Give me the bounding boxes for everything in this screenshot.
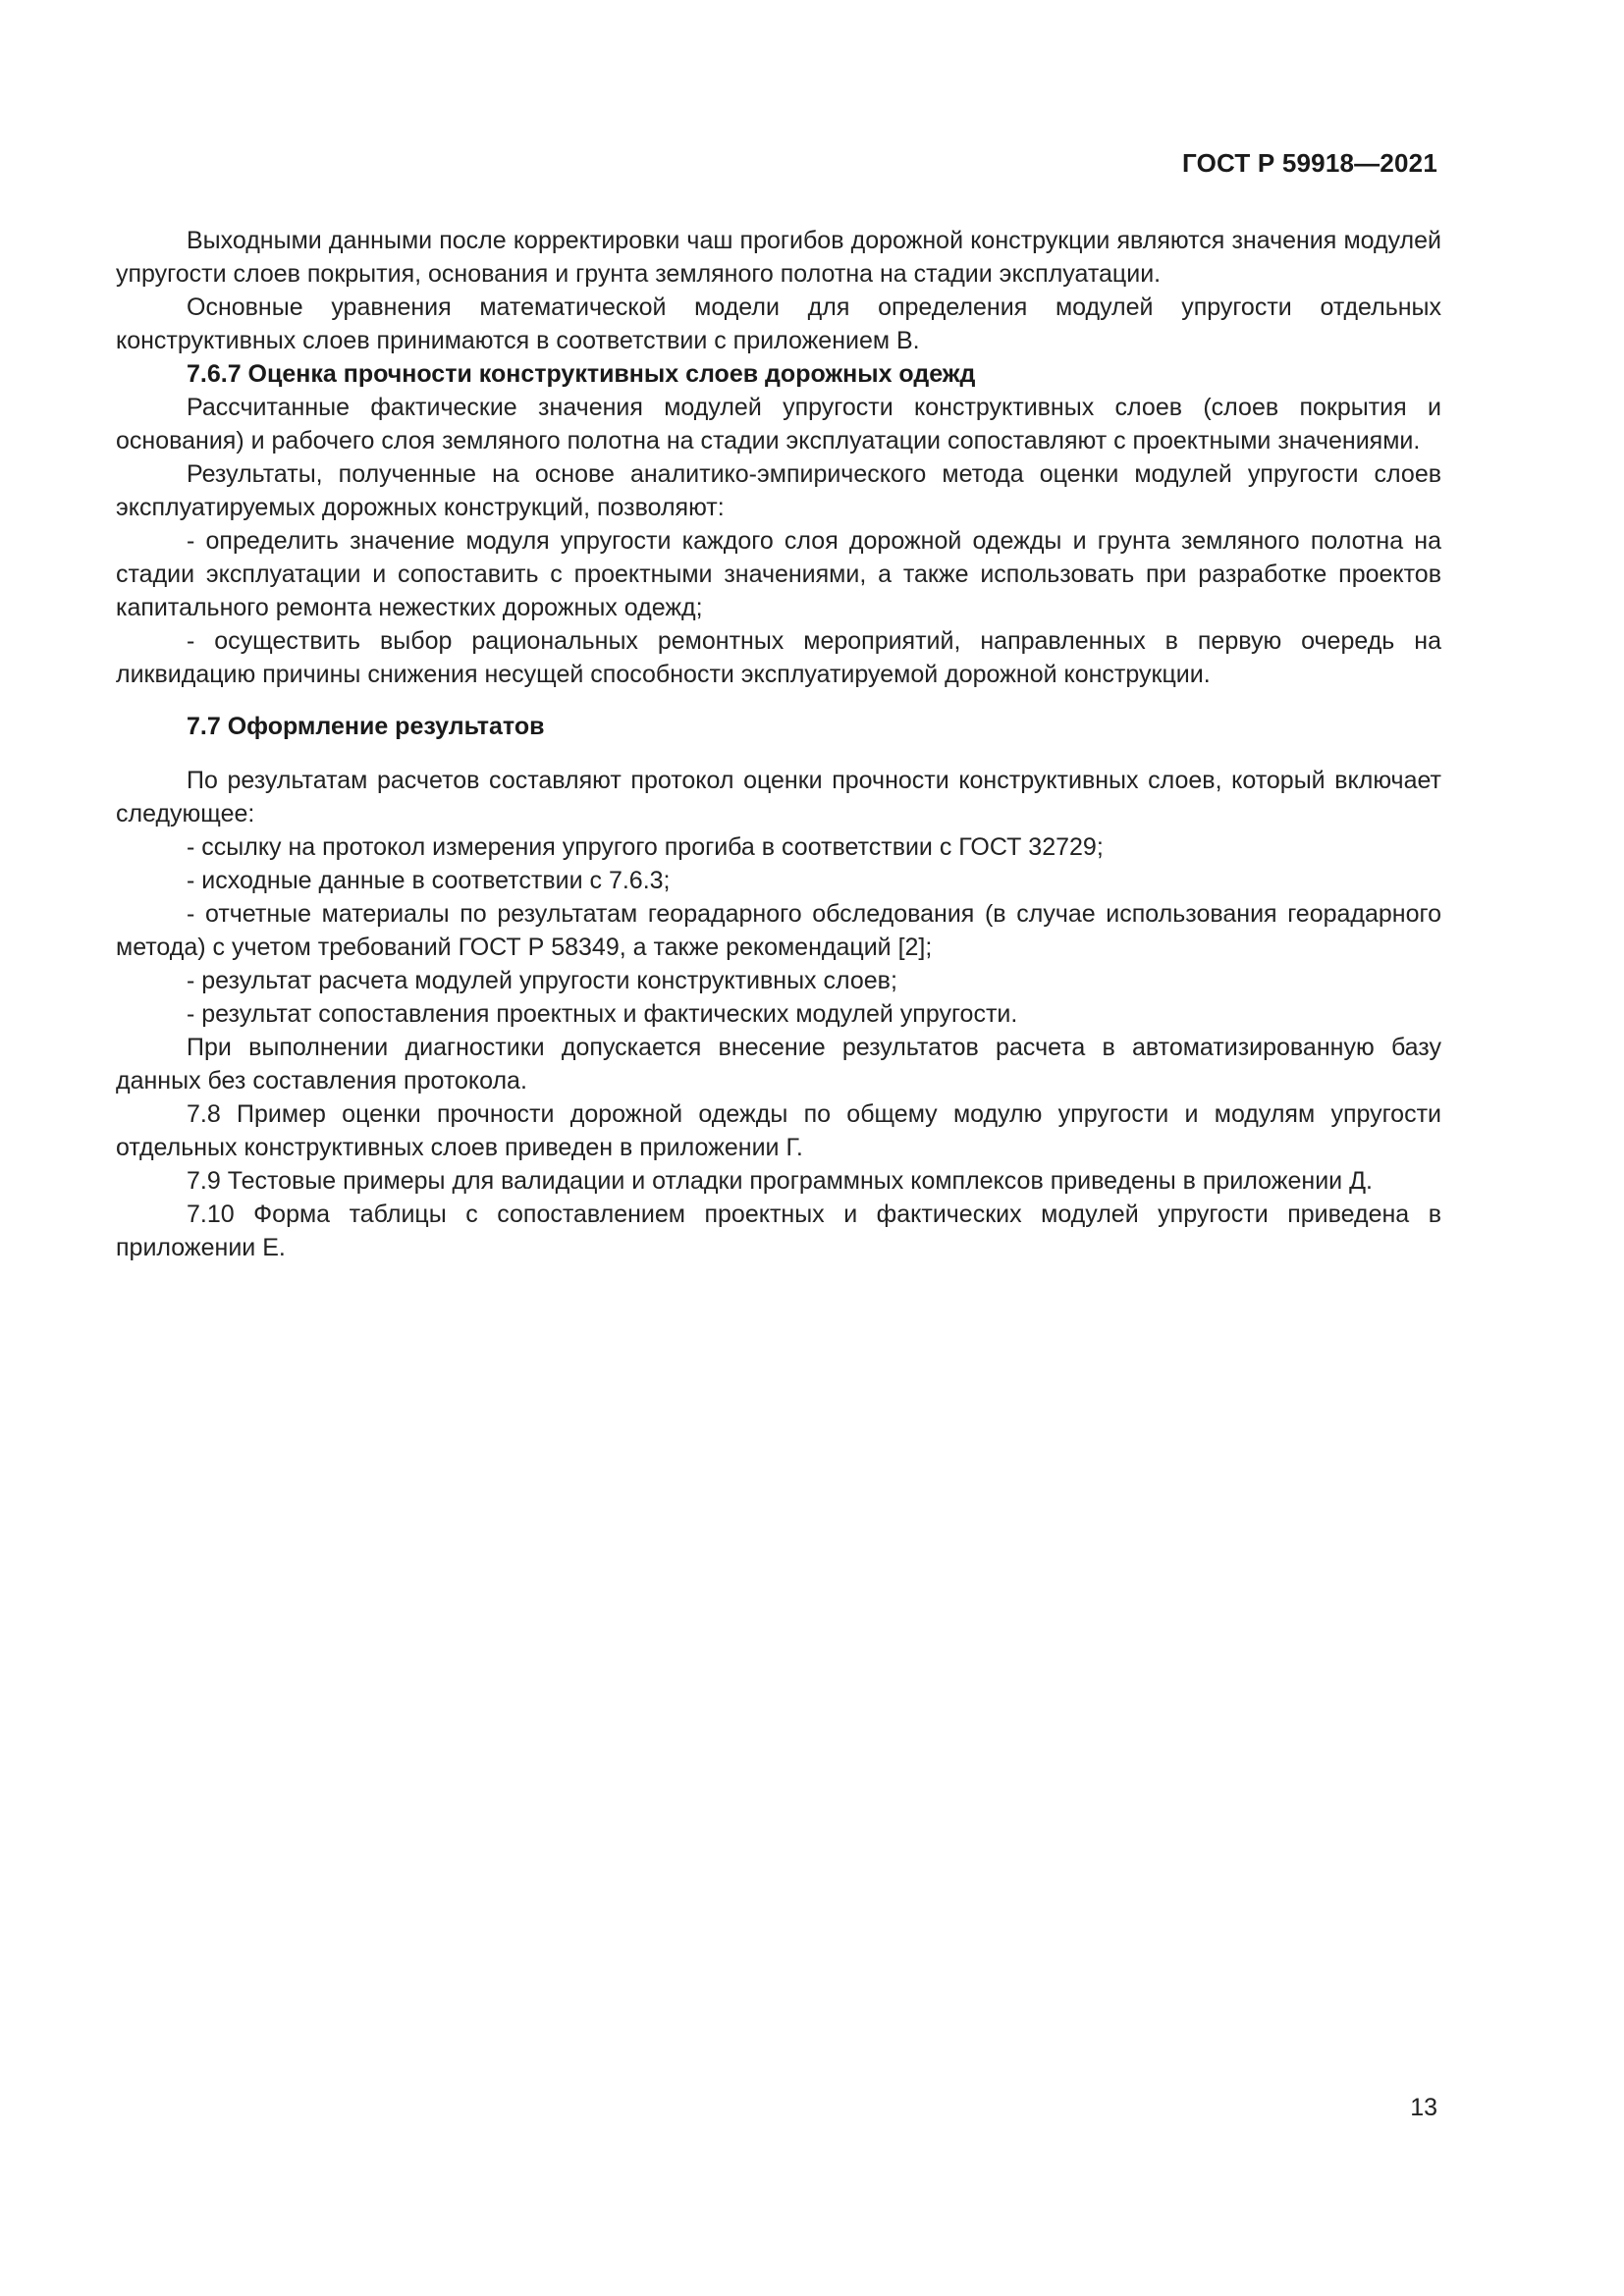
paragraph-7-8: 7.8 Пример оценки прочности дорожной одежды по общему модулю упругости и модулям упругости отдельных конструктивных слоев приведен в приложении Г. xyxy=(116,1100,1441,1161)
list-item: - ссылку на протокол измерения упругого прогиба в соответствии с ГОСТ 32729; xyxy=(187,833,1104,861)
paragraph: Результаты, полученные на основе аналитико-эмпирического метода оценки модулей упругости слоев эксплуатируемых дорожных конструкций, позволяют: xyxy=(116,460,1441,521)
list-item: - исходные данные в соответствии с 7.6.3; xyxy=(187,867,671,894)
document-code-header: ГОСТ Р 59918—2021 xyxy=(1182,148,1437,178)
paragraph: Выходными данными после корректировки чаш прогибов дорожной конструкции являются значения модулей упругости слоев покрытия, основания и грунта земляного полотна на стадии эксплуатации. xyxy=(116,227,1441,288)
paragraph: По результатам расчетов составляют протокол оценки прочности конструктивных слоев, который включает следующее: xyxy=(116,767,1441,828)
paragraph: При выполнении диагностики допускается внесение результатов расчета в автоматизированную базу данных без составления протокола. xyxy=(116,1034,1441,1095)
list-item: - осуществить выбор рациональных ремонтных мероприятий, направленных в первую очередь на ликвидацию причины снижения несущей способности эксплуатируемой дорожной конструкции. xyxy=(116,627,1441,688)
subsection-heading-7-6-7: 7.6.7 Оценка прочности конструктивных слоев дорожных одежд xyxy=(187,360,976,388)
paragraph-7-9: 7.9 Тестовые примеры для валидации и отладки программных комплексов приведены в приложении Д. xyxy=(187,1167,1373,1195)
list-item: - результат расчета модулей упругости конструктивных слоев; xyxy=(187,967,897,994)
paragraph: Основные уравнения математической модели для определения модулей упругости отдельных конструктивных слоев принимаются в соответствии с приложением В. xyxy=(116,294,1441,354)
list-item: - результат сопоставления проектных и фактических модулей упругости. xyxy=(187,1000,1018,1028)
paragraph: Рассчитанные фактические значения модулей упругости конструктивных слоев (слоев покрытия и основания) и рабочего слоя земляного полотна на стадии эксплуатации сопоставляют с проектными значениями. xyxy=(116,394,1441,454)
paragraph-7-10: 7.10 Форма таблицы с сопоставлением проектных и фактических модулей упругости приведена в приложении Е. xyxy=(116,1201,1441,1261)
document-body xyxy=(116,224,1441,1264)
list-item: - определить значение модуля упругости каждого слоя дорожной одежды и грунта земляного полотна на стадии эксплуатации и сопоставить с проектными значениями, а также использовать при разработке проектов капитального ремонта нежестких дорожных одежд; xyxy=(116,527,1441,621)
section-heading-7-7: 7.7 Оформление результатов xyxy=(187,713,545,740)
page-number: 13 xyxy=(1410,2094,1437,2121)
list-item: - отчетные материалы по результатам георадарного обследования (в случае использования георадарного метода) с учетом требований ГОСТ Р 58349, а также рекомендаций [2]; xyxy=(116,900,1441,961)
